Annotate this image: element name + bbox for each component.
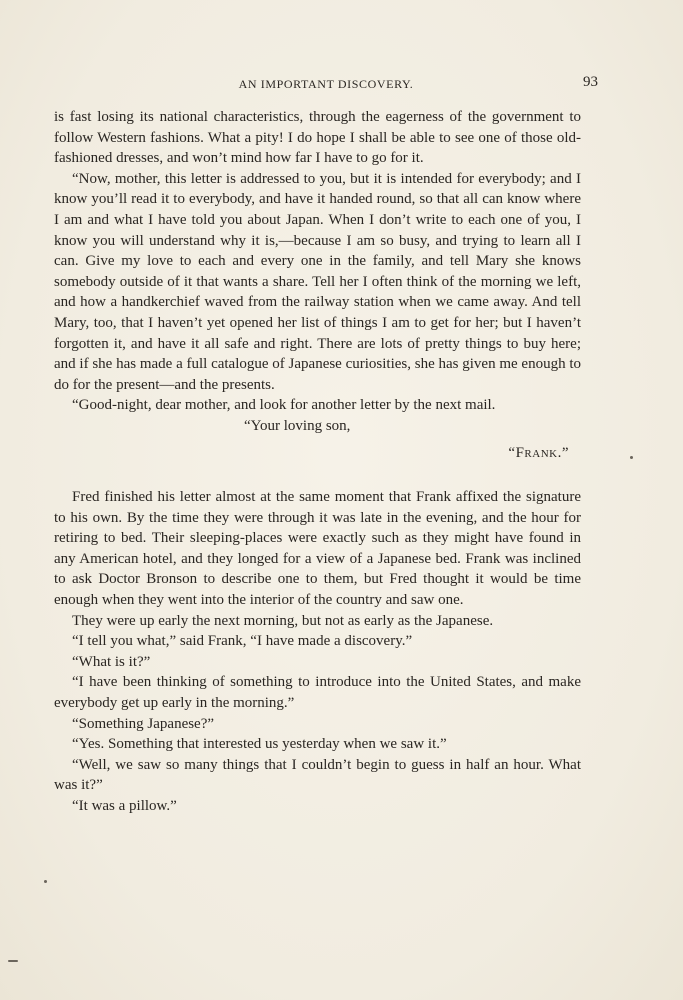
paragraph-6: “I tell you what,” said Frank, “I have made a discovery.” bbox=[72, 633, 413, 650]
paragraph-3: “Good-night, dear mother, and look for another letter by the next mail. bbox=[72, 397, 496, 414]
paragraph-12: “It was a pillow.” bbox=[72, 798, 177, 814]
letter-signature: “Frank.” bbox=[508, 444, 569, 461]
paragraph-7: “What is it?” bbox=[72, 653, 151, 670]
paragraph-1: is fast losing its national characteristics, through the eagerness of the government to follow Western fashions. What a pity! I do hope I shall be able to see one of those old-fashioned dresses, and won’t mind how far I have to go for it. bbox=[54, 109, 581, 167]
page-header bbox=[54, 73, 598, 93]
paragraph-9: “Something Japanese?” bbox=[72, 715, 215, 732]
paragraph-2: “Now, mother, this letter is addressed to you, but it is intended for everybody; and I know you’ll read it to everybody, and have it handed round, so that all can know where I am and what I have told you about Japan. When I don’t write to each one of you, I know you will understand why it is,—because I am so busy, and trying to learn all I can. Give my love to each and every one in the family, and tell Mary she knows somebody outside of it that wants a share. Tell her I often think of the morning we left, and how a handkerchief waved from the railway station when we came away. And tell Mary, too, that I haven’t yet opened her list of things I am to get for her; but I haven’t forgotten it, and have it all safe and right. There are lots of pretty things to buy here; and if she has made a full catalogue of Japanese curiosities, she has given me enough to do for the present—and the presents. bbox=[54, 170, 581, 393]
paragraph-11: “Well, we saw so many things that I couldn’t begin to guess in half an hour. What was it?” bbox=[54, 756, 581, 794]
paragraph-4: Fred finished his letter almost at the same moment that Frank affixed the signature to his own. By the time they were through it was late in the evening, and the hour for retiring to bed. Their sleeping-places were exactly such as they might have found in any American hotel, and they longed for a view of a Japanese bed. Frank was inclined to ask Doctor Bronson to describe one to them, but Fred thought it would be time enough when they went into the interior of the country and saw one. bbox=[54, 489, 581, 609]
paragraph-10: “Yes. Something that interested us yesterday when we saw it.” bbox=[72, 736, 447, 753]
paragraph-8: “I have been thinking of something to introduce into the United States, and make everybody get up early in the morning.” bbox=[54, 674, 581, 712]
running-title: AN IMPORTANT DISCOVERY. bbox=[238, 77, 414, 91]
body-text bbox=[54, 107, 581, 817]
section-gap bbox=[54, 463, 581, 487]
paragraph-5: They were up early the next morning, but not as early as the Japanese. bbox=[72, 612, 494, 629]
letter-closing: “Your loving son, bbox=[244, 417, 351, 434]
paper-mark bbox=[8, 960, 18, 962]
paper-speck bbox=[630, 456, 633, 459]
paper-speck bbox=[44, 880, 47, 883]
page-number: 93 bbox=[583, 74, 598, 90]
